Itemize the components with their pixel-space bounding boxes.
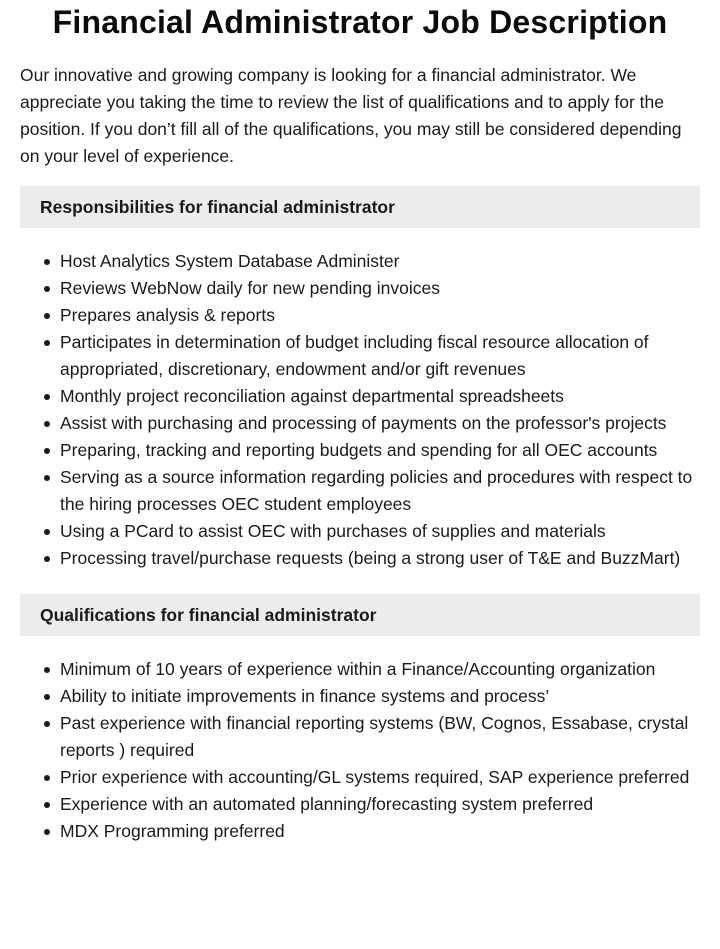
list-item-text: Host Analytics System Database Administer (60, 251, 400, 271)
bullet-icon (44, 818, 50, 845)
bullet-icon (44, 410, 50, 437)
list-item-text: Past experience with financial reporting systems (BW, Cognos, Essabase, crystal reports ) required (60, 713, 689, 760)
list-item (60, 464, 700, 518)
bullet-icon (44, 329, 50, 356)
list-item (60, 275, 700, 302)
bullet-icon (44, 464, 50, 491)
list-item (60, 329, 700, 383)
bullet-icon (44, 545, 50, 572)
responsibilities-list (20, 248, 700, 572)
bullet-icon (44, 518, 50, 545)
qualifications-heading: Qualifications for financial administrator (20, 594, 700, 636)
list-item-text: Ability to initiate improvements in finance systems and process’ (60, 686, 550, 706)
bullet-icon (44, 302, 50, 329)
list-item-text: Prepares analysis & reports (60, 305, 275, 325)
bullet-icon (44, 683, 50, 710)
list-item (60, 791, 700, 818)
list-item (60, 518, 700, 545)
bullet-icon (44, 656, 50, 683)
list-item-text: Monthly project reconciliation against departmental spreadsheets (60, 386, 564, 406)
list-item (60, 248, 700, 275)
spacer (20, 572, 700, 578)
list-item (60, 656, 700, 683)
intro-paragraph: Our innovative and growing company is looking for a financial administrator. We appreciate you taking the time to review the list of qualifications and to apply for the position. If you don’t fill all of the qualifications, you may still be considered depending on your level of experience. (20, 65, 682, 166)
list-item (60, 383, 700, 410)
bullet-icon (44, 437, 50, 464)
list-item (60, 764, 700, 791)
page-title: Financial Administrator Job Description (52, 4, 668, 40)
bullet-icon (44, 248, 50, 275)
list-item-text: Minimum of 10 years of experience within a Finance/Accounting organization (60, 659, 656, 679)
list-item-text: Experience with an automated planning/forecasting system preferred (60, 794, 594, 814)
list-item-text: Participates in determination of budget including fiscal resource allocation of appropriated, discretionary, endowment and/or gift revenues (60, 332, 649, 379)
list-item (60, 437, 700, 464)
list-item (60, 710, 700, 764)
list-item (60, 410, 700, 437)
qualifications-list (20, 656, 700, 845)
list-item-text: Using a PCard to assist OEC with purchases of supplies and materials (60, 521, 606, 541)
list-item-text: Processing travel/purchase requests (being a strong user of T&E and BuzzMart) (60, 548, 681, 568)
list-item (60, 683, 700, 710)
list-item-text: Prior experience with accounting/GL systems required, SAP experience preferred (60, 767, 690, 787)
responsibilities-heading: Responsibilities for financial administrator (20, 186, 700, 228)
list-item-text: Preparing, tracking and reporting budgets and spending for all OEC accounts (60, 440, 658, 460)
list-item-text: Reviews WebNow daily for new pending invoices (60, 278, 441, 298)
bullet-icon (44, 710, 50, 737)
list-item-text: Serving as a source information regarding policies and procedures with respect to the hiring processes OEC student employees (60, 467, 693, 514)
list-item-text: MDX Programming preferred (60, 821, 285, 841)
list-item-text: Assist with purchasing and processing of payments on the professor's projects (60, 413, 667, 433)
bullet-icon (44, 791, 50, 818)
list-item (60, 545, 700, 572)
list-item (60, 302, 700, 329)
list-item (60, 818, 700, 845)
bullet-icon (44, 764, 50, 791)
bullet-icon (44, 383, 50, 410)
bullet-icon (44, 275, 50, 302)
